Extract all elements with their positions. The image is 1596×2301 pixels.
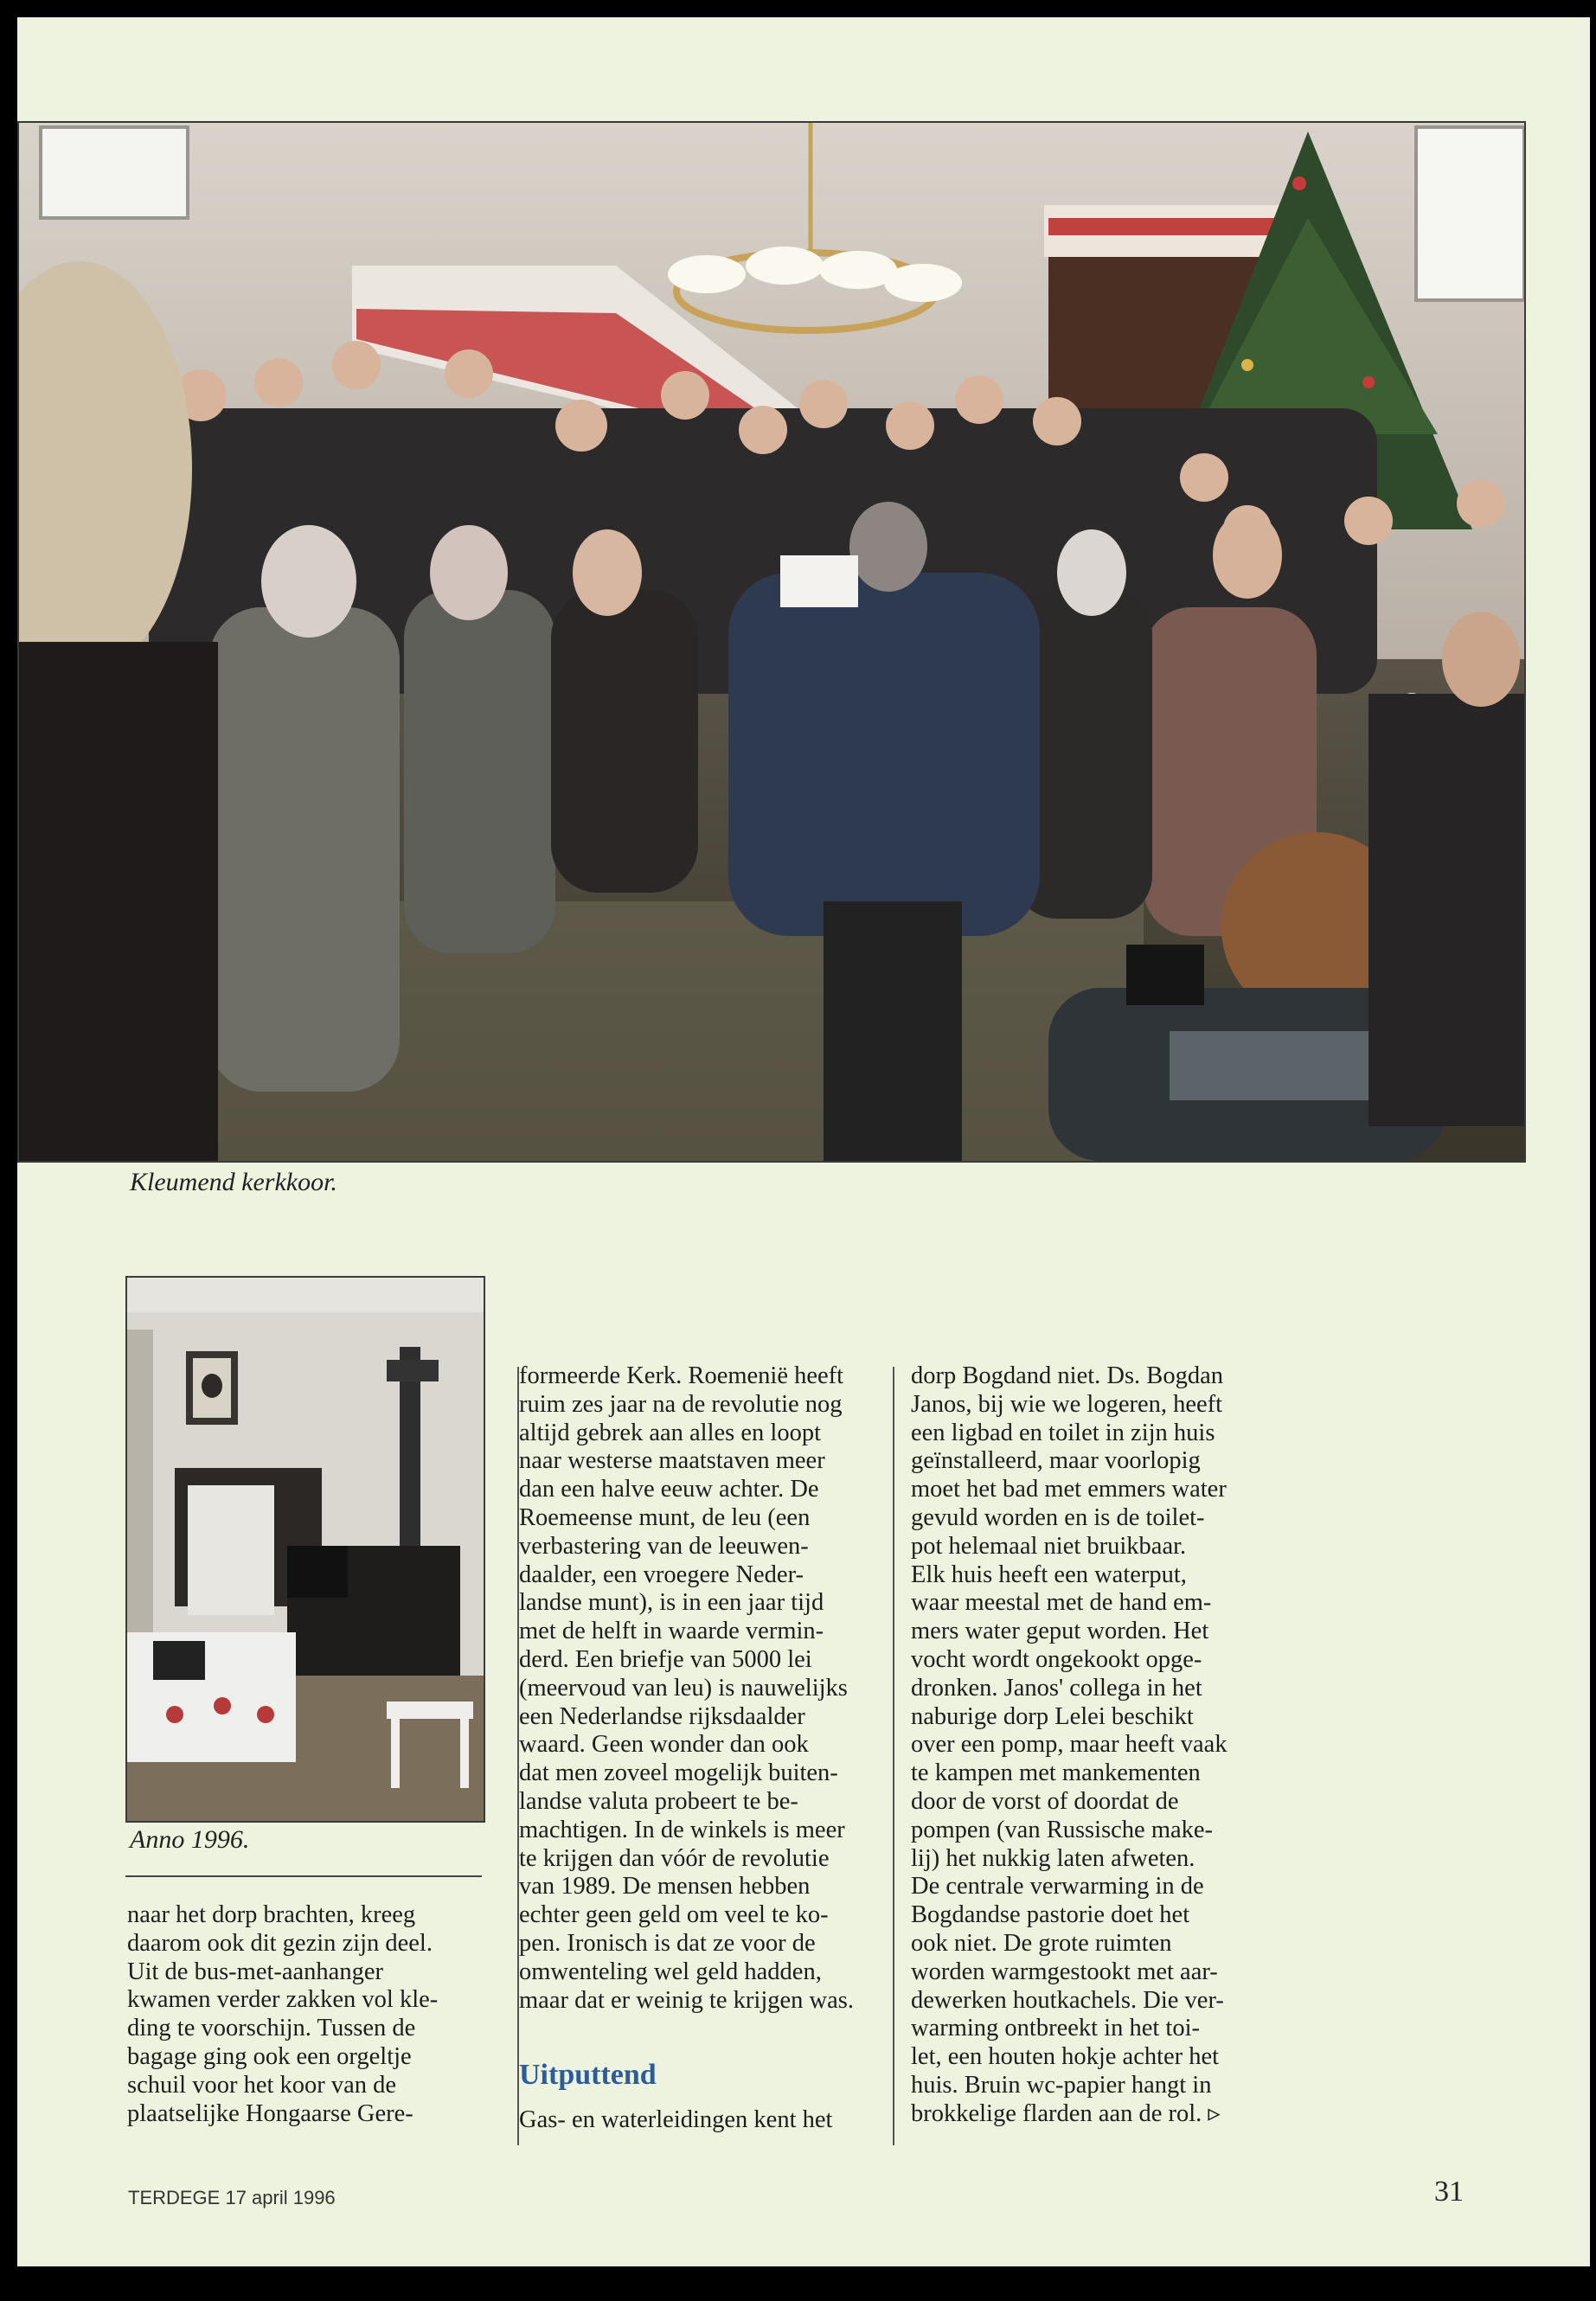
article-column-3: dorp Bogdand niet. Ds. Bogdan Janos, bij wie we logeren, heeft een ligbad en toilet in zijn huis geïnstalleerd, maar voorlopig moet het bad met emmers water gevuld worden en is de toilet- pot helemaal niet bruikbaar. Elk huis heeft een waterput, waar meestal met de hand em- mers water geput worden. Het vocht wordt ongekookt opge- dronken. Janos' collega in het naburige dorp Lelei beschikt over een pomp, maar heeft vaak te kampen met mankementen door de vorst of doordat de pompen (van Russische make- lij) het nukkig laten afweten. De centrale verwarming in de Bogdandse pastorie doet het ook niet. De grote ruimten worden warmgestookt met aar- dewerken houtkachels. Die ver- warming ontbreekt in het toi- let, een houten hokje achter het huis. Bruin wc-papier hangt in brokkelige flarden aan de rol. ▹ <box>911 1362 1227 2127</box>
magazine-page <box>17 17 1590 2266</box>
article-column-1: naar het dorp brachten, kreeg daarom ook dit gezin zijn deel. Uit de bus-met-aanhanger kwamen verder zakken vol kle- ding te voorschijn. Tussen de bagage ging ook een orgeltje schuil voor het koor van de plaatselijke Hongaarse Gere- <box>127 1901 439 2127</box>
caption-rule <box>125 1875 482 1877</box>
column-divider-2 <box>893 1367 894 2145</box>
page-number: 31 <box>1434 2176 1464 2208</box>
article-column-2: formeerde Kerk. Roemenië heeft ruim zes jaar na de revolutie nog altijd gebrek aan alles en loopt naar westerse maatstaven meer dan een halve eeuw achter. De Roemeense munt, de leu (een verbastering van de leeuwen- daalder, een vroegere Neder- landse munt), is in een jaar tijd met de helft in waarde vermin- derd. Een briefje van 5000 lei (meervoud van leu) is nauwelijks een Nederlandse rijksdaalder waard. Geen wonder dan ook dat men zoveel mogelijk buiten- landse valuta probeert te be- machtigen. In de winkels is meer te krijgen dan vóór de revolutie van 1989. De mensen hebben echter geen geld om veel te ko- pen. Ironisch is dat ze voor de omwenteling wel geld hadden, maar dat er weinig te krijgen was. <box>519 1362 854 2014</box>
choir-photo-caption: Kleumend kerkkoor. <box>130 1168 337 1196</box>
kitchen-photo-image <box>127 1278 484 1821</box>
choir-photo-image <box>19 123 1524 1161</box>
article-column-2-continued: Gas- en waterleidingen kent het <box>519 2106 833 2133</box>
footer-publication: TERDEGE 17 april 1996 <box>128 2187 336 2208</box>
choir-photo <box>17 121 1526 1163</box>
kitchen-photo <box>125 1276 485 1823</box>
section-heading-uitputtend: Uitputtend <box>519 2059 657 2091</box>
kitchen-photo-caption: Anno 1996. <box>130 1825 250 1854</box>
